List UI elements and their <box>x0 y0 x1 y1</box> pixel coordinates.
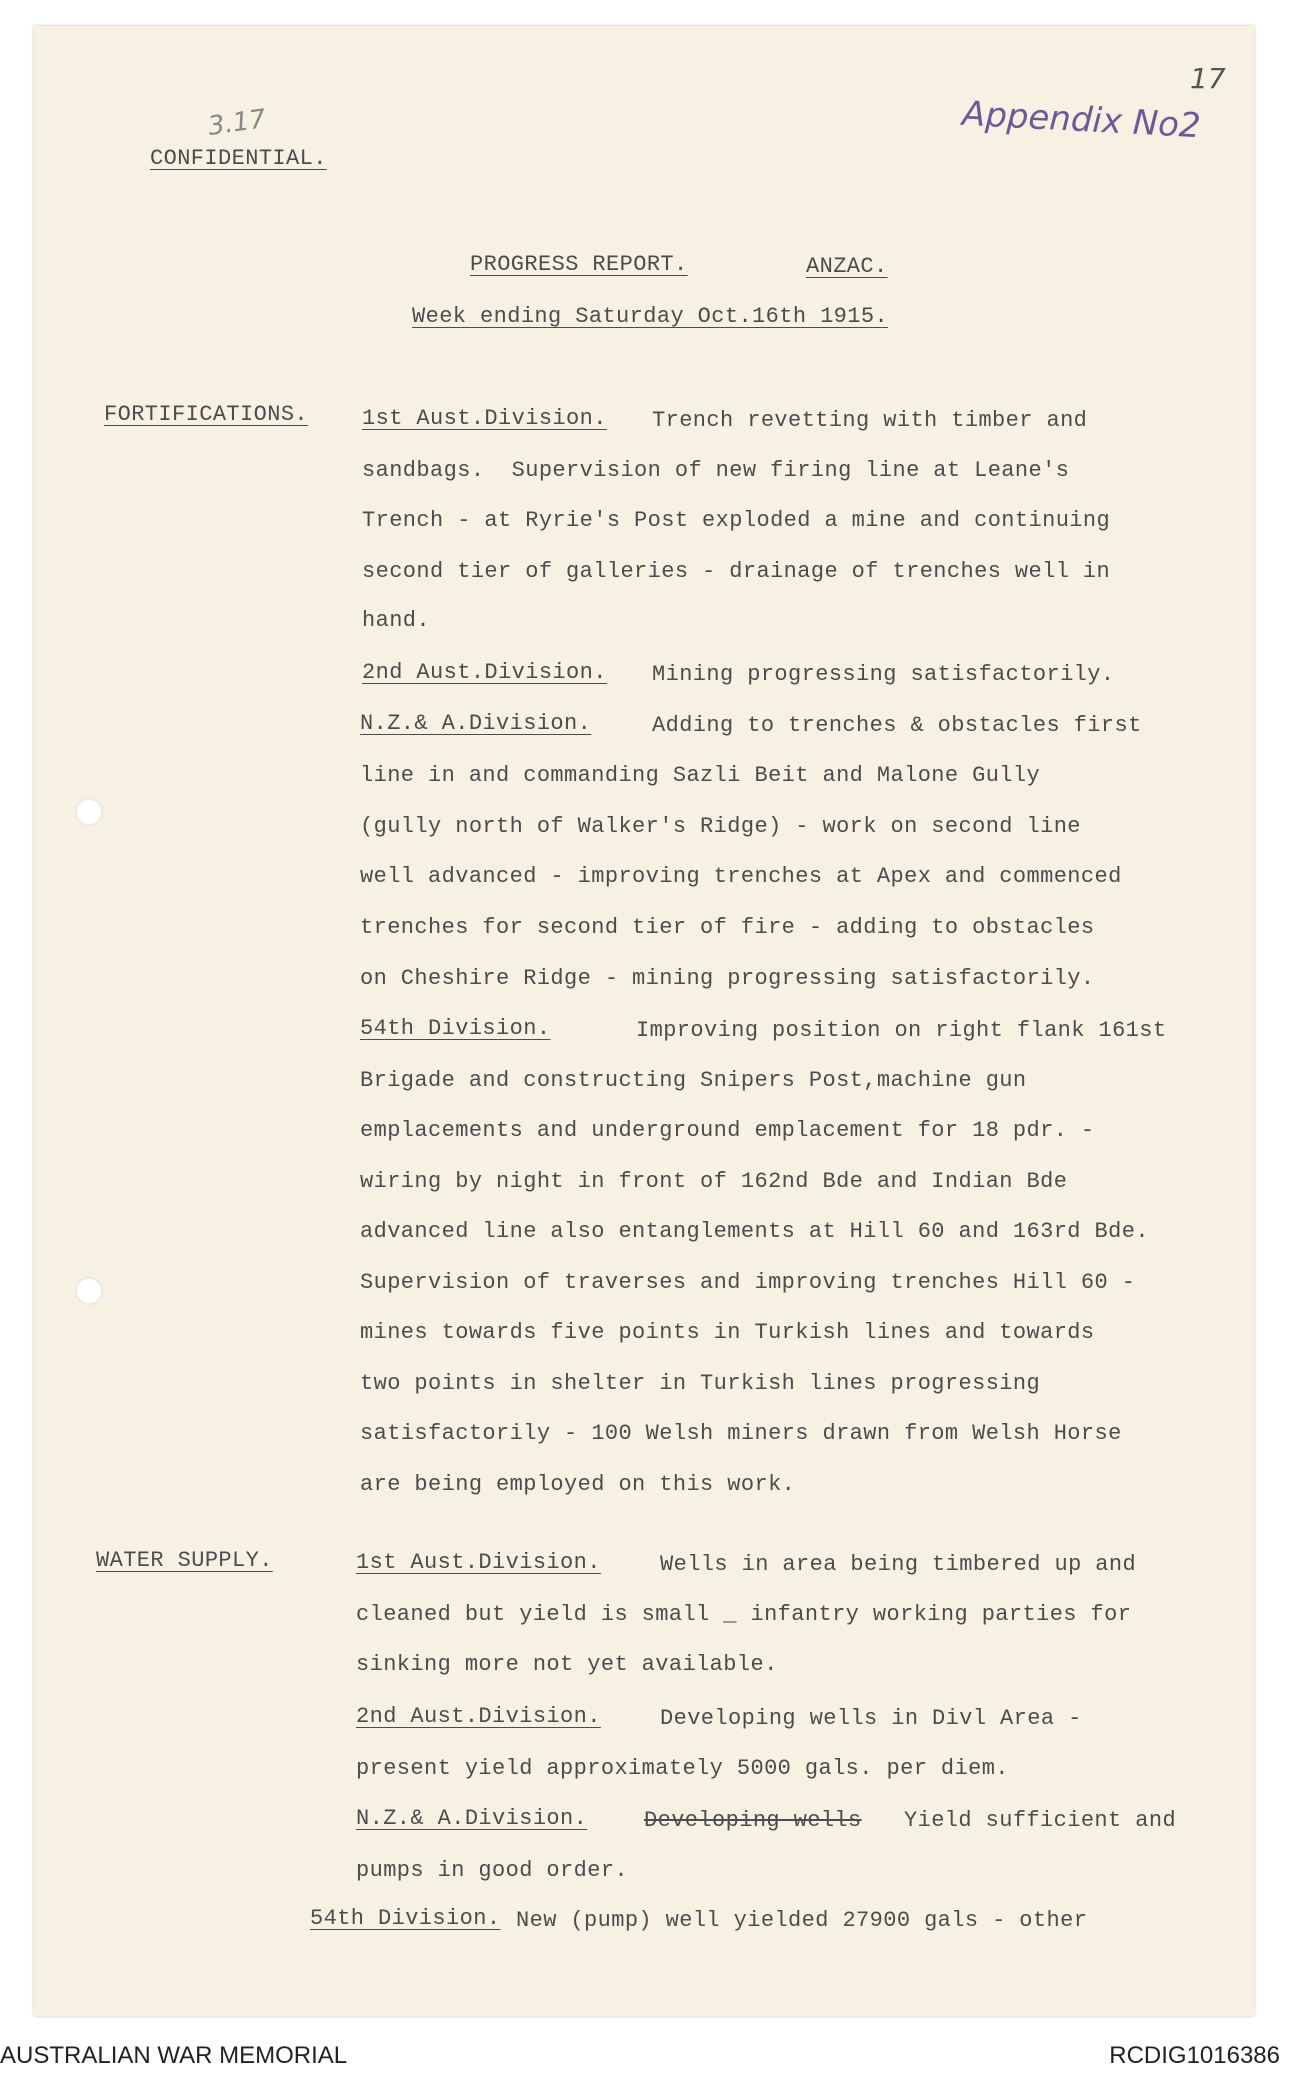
handwritten-appendix-note: Appendix No2 <box>961 93 1202 147</box>
division-label: 2nd Aust.Division. <box>362 660 607 685</box>
handwritten-page-number: 17 <box>1190 62 1226 95</box>
paragraph-line: Supervision of traverses and improving trenches Hill 60 - <box>360 1270 1136 1295</box>
paragraph-line: line in and commanding Sazli Beit and Malone Gully <box>360 763 1041 788</box>
punch-hole <box>75 1277 103 1305</box>
section-heading-fortifications: FORTIFICATIONS. <box>104 402 309 427</box>
paragraph-line: (gully north of Walker's Ridge) - work on second line <box>360 814 1081 839</box>
paragraph-line: hand. <box>362 608 431 633</box>
paragraph-line: wiring by night in front of 162nd Bde and Indian Bde <box>360 1169 1068 1194</box>
paragraph-line: Adding to trenches & obstacles first <box>652 713 1142 738</box>
paragraph-line: emplacements and underground emplacement for 18 pdr. - <box>360 1118 1095 1143</box>
paragraph-line: Brigade and constructing Snipers Post,machine gun <box>360 1068 1027 1093</box>
division-label: 1st Aust.Division. <box>356 1550 601 1575</box>
division-label: 54th Division. <box>360 1016 551 1041</box>
paragraph-line: second tier of galleries - drainage of trenches well in <box>362 559 1111 584</box>
division-label: 1st Aust.Division. <box>362 406 607 431</box>
report-location: ANZAC. <box>806 254 888 279</box>
paragraph-line: advanced line also entanglements at Hill 60 and 163rd Bde. <box>360 1219 1149 1244</box>
paragraph-line: sinking more not yet available. <box>356 1652 778 1677</box>
paragraph-line: sandbags. Supervision of new firing line at Leane's <box>362 458 1070 483</box>
paragraph-line: on Cheshire Ridge - mining progressing satisfactorily. <box>360 966 1095 991</box>
footer-record-id: RCDIG1016386 <box>1109 2042 1280 2069</box>
paragraph-line: Mining progressing satisfactorily. <box>652 662 1115 687</box>
report-title: PROGRESS REPORT. <box>470 252 688 277</box>
paragraph-line: mines towards five points in Turkish lines and towards <box>360 1320 1095 1345</box>
paragraph-line: pumps in good order. <box>356 1858 629 1883</box>
paragraph-line: two points in shelter in Turkish lines progressing <box>360 1371 1041 1396</box>
division-label: N.Z.& A.Division. <box>360 711 592 736</box>
paragraph-line: trenches for second tier of fire - adding to obstacles <box>360 915 1095 940</box>
paragraph-line: well advanced - improving trenches at Apex and commenced <box>360 864 1122 889</box>
paragraph-line: are being employed on this work. <box>360 1472 796 1497</box>
struck-text: Developing wells <box>644 1808 862 1833</box>
paragraph-line: present yield approximately 5000 gals. per diem. <box>356 1756 1009 1781</box>
paragraph-line: Developing wells in Divl Area - <box>660 1706 1082 1731</box>
section-heading-water-supply: WATER SUPPLY. <box>96 1548 273 1573</box>
footer-archive-name: AUSTRALIAN WAR MEMORIAL <box>0 2042 348 2069</box>
paragraph-line: cleaned but yield is small _ infantry working parties for <box>356 1602 1132 1627</box>
paragraph-line: Yield sufficient and <box>904 1808 1177 1833</box>
division-label: 2nd Aust.Division. <box>356 1704 601 1729</box>
handwritten-corner-note: 3.17 <box>206 104 268 142</box>
paragraph-line: satisfactorily - 100 Welsh miners drawn from Welsh Horse <box>360 1421 1122 1446</box>
punch-hole <box>75 798 103 826</box>
paragraph-line: Wells in area being timbered up and <box>660 1552 1137 1577</box>
division-label: N.Z.& A.Division. <box>356 1806 588 1831</box>
paragraph-line: New (pump) well yielded 27900 gals - other <box>516 1908 1088 1933</box>
paragraph-line: Trench - at Ryrie's Post exploded a mine and continuing <box>362 508 1111 533</box>
paragraph-line: Improving position on right flank 161st <box>636 1018 1167 1043</box>
classification-label: CONFIDENTIAL. <box>150 146 327 171</box>
division-label: 54th Division. <box>310 1906 501 1931</box>
paragraph-line: Trench revetting with timber and <box>652 408 1088 433</box>
report-week: Week ending Saturday Oct.16th 1915. <box>412 304 889 329</box>
